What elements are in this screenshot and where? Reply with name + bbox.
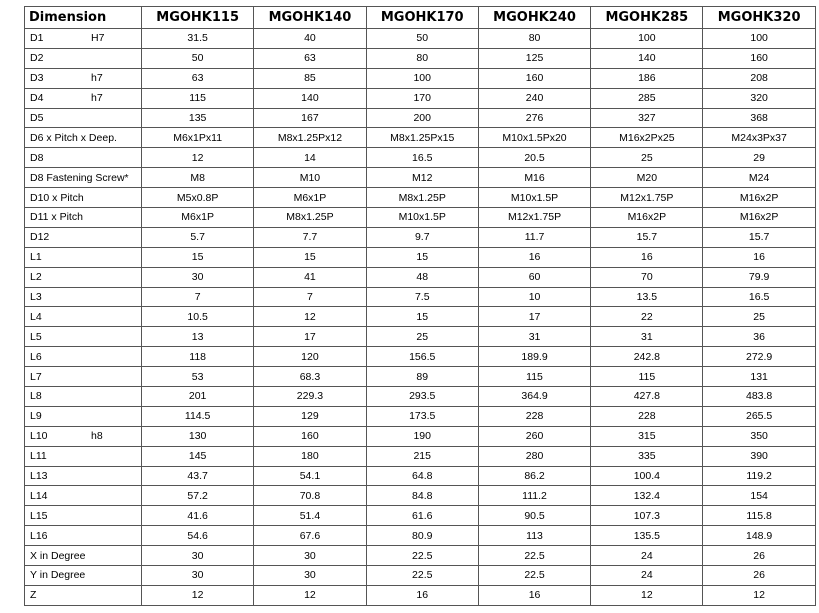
dimension-cell (25, 406, 142, 426)
value-cell: 215 (366, 446, 478, 466)
value-cell: 30 (142, 546, 254, 566)
value-cell: 228 (591, 406, 703, 426)
value-cell: 54.1 (254, 466, 366, 486)
value-cell: M10x1.5P (478, 188, 590, 208)
value-cell: 64.8 (366, 466, 478, 486)
tolerance-label: H7 (91, 32, 105, 45)
value-cell: 265.5 (703, 406, 815, 426)
dimension-cell (25, 466, 142, 486)
value-cell: 53 (142, 367, 254, 387)
table-row (25, 307, 816, 327)
table-row (25, 387, 816, 407)
dimension-label: Z (30, 589, 37, 602)
value-cell: 140 (254, 88, 366, 108)
table-row (25, 247, 816, 267)
dimension-label: L16 (30, 529, 48, 542)
value-cell: 13 (142, 327, 254, 347)
value-cell: 24 (591, 566, 703, 586)
header-mgohk285: MGOHK285 (591, 7, 703, 29)
value-cell: 173.5 (366, 406, 478, 426)
table-row (25, 88, 816, 108)
value-cell: 15 (366, 307, 478, 327)
value-cell: 31 (591, 327, 703, 347)
value-cell: M8x1.25P (366, 188, 478, 208)
value-cell: M20 (591, 168, 703, 188)
value-cell: 54.6 (142, 526, 254, 546)
value-cell: 63 (142, 68, 254, 88)
value-cell: M16x2Px25 (591, 128, 703, 148)
dimension-cell (25, 585, 142, 605)
table-row (25, 367, 816, 387)
value-cell: 79.9 (703, 267, 815, 287)
table-row (25, 546, 816, 566)
value-cell: 100 (703, 29, 815, 49)
value-cell: 16 (478, 585, 590, 605)
value-cell: 80 (478, 29, 590, 49)
value-cell: M12x1.75P (591, 188, 703, 208)
value-cell: 50 (142, 48, 254, 68)
value-cell: 30 (142, 267, 254, 287)
value-cell: 16 (703, 247, 815, 267)
value-cell: 115.8 (703, 506, 815, 526)
dimension-label: L8 (30, 390, 42, 403)
value-cell: 57.2 (142, 486, 254, 506)
table-row (25, 267, 816, 287)
dimension-label: L3 (30, 291, 42, 304)
value-cell: 68.3 (254, 367, 366, 387)
value-cell: 242.8 (591, 347, 703, 367)
value-cell: 22.5 (366, 566, 478, 586)
value-cell: 29 (703, 148, 815, 168)
header-row (25, 7, 816, 29)
header-mgohk140: MGOHK140 (254, 7, 366, 29)
value-cell: 186 (591, 68, 703, 88)
value-cell: 10 (478, 287, 590, 307)
value-cell: 156.5 (366, 347, 478, 367)
dimension-label: L10 (30, 430, 48, 443)
header-mgohk240: MGOHK240 (478, 7, 590, 29)
dimension-label: Y in Degree (30, 569, 86, 582)
value-cell: 160 (478, 68, 590, 88)
value-cell: 63 (254, 48, 366, 68)
value-cell: M12x1.75P (478, 208, 590, 228)
value-cell: 14 (254, 148, 366, 168)
dimension-cell (25, 446, 142, 466)
value-cell: 15.7 (591, 227, 703, 247)
value-cell: 115 (478, 367, 590, 387)
table-row (25, 287, 816, 307)
dimension-cell (25, 506, 142, 526)
table-row (25, 227, 816, 247)
table-row (25, 29, 816, 49)
value-cell: 7 (254, 287, 366, 307)
value-cell: M10 (254, 168, 366, 188)
value-cell: M10x1.5P (366, 208, 478, 228)
value-cell: 30 (254, 546, 366, 566)
value-cell: 7.5 (366, 287, 478, 307)
value-cell: M16x2P (591, 208, 703, 228)
table-row (25, 208, 816, 228)
value-cell: 170 (366, 88, 478, 108)
value-cell: 22.5 (366, 546, 478, 566)
dimension-table (24, 6, 816, 606)
value-cell: 70 (591, 267, 703, 287)
dimension-cell (25, 426, 142, 446)
value-cell: 20.5 (478, 148, 590, 168)
value-cell: 85 (254, 68, 366, 88)
value-cell: 86.2 (478, 466, 590, 486)
value-cell: 15.7 (703, 227, 815, 247)
dimension-cell (25, 168, 142, 188)
value-cell: 364.9 (478, 387, 590, 407)
value-cell: 190 (366, 426, 478, 446)
value-cell: 12 (703, 585, 815, 605)
value-cell: 427.8 (591, 387, 703, 407)
dimension-cell (25, 108, 142, 128)
value-cell: M12 (366, 168, 478, 188)
value-cell: M6x1P (254, 188, 366, 208)
value-cell: 200 (366, 108, 478, 128)
value-cell: 154 (703, 486, 815, 506)
value-cell: 50 (366, 29, 478, 49)
value-cell: 67.6 (254, 526, 366, 546)
value-cell: 208 (703, 68, 815, 88)
dimension-cell (25, 347, 142, 367)
value-cell: 12 (254, 307, 366, 327)
value-cell: 125 (478, 48, 590, 68)
value-cell: 17 (478, 307, 590, 327)
value-cell: 350 (703, 426, 815, 446)
dimension-label: D10 x Pitch (30, 191, 84, 204)
value-cell: 25 (703, 307, 815, 327)
dimension-cell (25, 29, 142, 49)
dimension-label: L1 (30, 251, 42, 264)
value-cell: 368 (703, 108, 815, 128)
dimension-label: L14 (30, 489, 48, 502)
table-row (25, 128, 816, 148)
value-cell: 41.6 (142, 506, 254, 526)
value-cell: 89 (366, 367, 478, 387)
value-cell: 100 (591, 29, 703, 49)
value-cell: 293.5 (366, 387, 478, 407)
value-cell: 61.6 (366, 506, 478, 526)
value-cell: 15 (366, 247, 478, 267)
value-cell: 160 (254, 426, 366, 446)
value-cell: 30 (254, 566, 366, 586)
value-cell: 135 (142, 108, 254, 128)
value-cell: 16.5 (366, 148, 478, 168)
value-cell: 327 (591, 108, 703, 128)
value-cell: 315 (591, 426, 703, 446)
value-cell: 40 (254, 29, 366, 49)
value-cell: M5x0.8P (142, 188, 254, 208)
header-mgohk320: MGOHK320 (703, 7, 815, 29)
dimension-label: L9 (30, 410, 42, 423)
dimension-cell (25, 208, 142, 228)
value-cell: 229.3 (254, 387, 366, 407)
dimension-label: D3 (30, 72, 44, 85)
dimension-label: L4 (30, 310, 42, 323)
value-cell: M16 (478, 168, 590, 188)
value-cell: 120 (254, 347, 366, 367)
value-cell: 22.5 (478, 566, 590, 586)
dimension-label: D11 x Pitch (30, 211, 83, 224)
dimension-label: D12 (30, 231, 50, 244)
dimension-cell (25, 267, 142, 287)
value-cell: 132.4 (591, 486, 703, 506)
dimension-cell (25, 88, 142, 108)
dimension-cell (25, 307, 142, 327)
dimension-label: D2 (30, 52, 44, 65)
value-cell: 25 (591, 148, 703, 168)
value-cell: 130 (142, 426, 254, 446)
value-cell: 80 (366, 48, 478, 68)
value-cell: 15 (254, 247, 366, 267)
table-row (25, 426, 816, 446)
value-cell: M6x1Px11 (142, 128, 254, 148)
value-cell: 12 (591, 585, 703, 605)
value-cell: 129 (254, 406, 366, 426)
dimension-cell (25, 227, 142, 247)
dimension-label: L5 (30, 330, 42, 343)
dimension-cell (25, 48, 142, 68)
table-row (25, 188, 816, 208)
value-cell: 228 (478, 406, 590, 426)
dimension-cell (25, 566, 142, 586)
value-cell: 390 (703, 446, 815, 466)
value-cell: 11.7 (478, 227, 590, 247)
value-cell: 48 (366, 267, 478, 287)
table-row (25, 327, 816, 347)
value-cell: M24x3Px37 (703, 128, 815, 148)
value-cell: 100 (366, 68, 478, 88)
value-cell: 180 (254, 446, 366, 466)
value-cell: 16.5 (703, 287, 815, 307)
value-cell: M6x1P (142, 208, 254, 228)
value-cell: 280 (478, 446, 590, 466)
table-row (25, 168, 816, 188)
value-cell: 30 (142, 566, 254, 586)
value-cell: 51.4 (254, 506, 366, 526)
value-cell: 115 (142, 88, 254, 108)
dimension-cell (25, 367, 142, 387)
dimension-cell (25, 387, 142, 407)
dimension-cell (25, 486, 142, 506)
table-row (25, 347, 816, 367)
value-cell: 140 (591, 48, 703, 68)
dimension-label: L11 (30, 450, 47, 463)
dimension-label: L7 (30, 370, 42, 383)
value-cell: 15 (142, 247, 254, 267)
value-cell: 148.9 (703, 526, 815, 546)
value-cell: M16x2P (703, 208, 815, 228)
dimension-cell (25, 188, 142, 208)
table-row (25, 486, 816, 506)
dimension-label: X in Degree (30, 549, 86, 562)
value-cell: 25 (366, 327, 478, 347)
header-dimension: Dimension (25, 7, 142, 29)
value-cell: 31.5 (142, 29, 254, 49)
dimension-label: L2 (30, 271, 42, 284)
tolerance-label: h8 (91, 430, 103, 443)
value-cell: 84.8 (366, 486, 478, 506)
value-cell: 24 (591, 546, 703, 566)
table-row (25, 566, 816, 586)
value-cell: 160 (703, 48, 815, 68)
value-cell: 90.5 (478, 506, 590, 526)
dimension-cell (25, 68, 142, 88)
value-cell: 240 (478, 88, 590, 108)
value-cell: 167 (254, 108, 366, 128)
value-cell: 119.2 (703, 466, 815, 486)
value-cell: 320 (703, 88, 815, 108)
dimension-cell (25, 327, 142, 347)
table-row (25, 446, 816, 466)
value-cell: 100.4 (591, 466, 703, 486)
table-row (25, 526, 816, 546)
table-row (25, 48, 816, 68)
value-cell: 111.2 (478, 486, 590, 506)
value-cell: M8 (142, 168, 254, 188)
value-cell: 201 (142, 387, 254, 407)
dimension-label: L15 (30, 509, 48, 522)
value-cell: 335 (591, 446, 703, 466)
value-cell: M24 (703, 168, 815, 188)
dimension-label: D6 x Pitch x Deep. (30, 131, 117, 144)
value-cell: 13.5 (591, 287, 703, 307)
value-cell: 31 (478, 327, 590, 347)
dimension-label: L6 (30, 350, 42, 363)
value-cell: 7.7 (254, 227, 366, 247)
dimension-label: D8 (30, 151, 44, 164)
value-cell: M8x1.25P (254, 208, 366, 228)
table-row (25, 506, 816, 526)
table-row (25, 68, 816, 88)
value-cell: 17 (254, 327, 366, 347)
value-cell: 9.7 (366, 227, 478, 247)
value-cell: 131 (703, 367, 815, 387)
dimension-cell (25, 247, 142, 267)
dimension-cell (25, 287, 142, 307)
value-cell: 12 (142, 585, 254, 605)
value-cell: 113 (478, 526, 590, 546)
value-cell: 10.5 (142, 307, 254, 327)
value-cell: 41 (254, 267, 366, 287)
value-cell: 107.3 (591, 506, 703, 526)
value-cell: 43.7 (142, 466, 254, 486)
dimension-label: D5 (30, 112, 44, 124)
value-cell: 118 (142, 347, 254, 367)
value-cell: 36 (703, 327, 815, 347)
value-cell: M8x1.25Px15 (366, 128, 478, 148)
table-body (25, 29, 816, 606)
value-cell: 260 (478, 426, 590, 446)
value-cell: 145 (142, 446, 254, 466)
value-cell: 16 (478, 247, 590, 267)
value-cell: 26 (703, 566, 815, 586)
value-cell: 276 (478, 108, 590, 128)
dimension-cell (25, 546, 142, 566)
value-cell: 16 (591, 247, 703, 267)
dimension-label: L13 (30, 470, 48, 483)
value-cell: 60 (478, 267, 590, 287)
value-cell: M16x2P (703, 188, 815, 208)
table-row (25, 466, 816, 486)
dimension-label: D1 (30, 32, 44, 45)
table-row (25, 406, 816, 426)
value-cell: 483.8 (703, 387, 815, 407)
value-cell: 115 (591, 367, 703, 387)
dimension-label: D8 Fastening Screw* (30, 171, 129, 184)
table-row (25, 148, 816, 168)
value-cell: 5.7 (142, 227, 254, 247)
header-mgohk170: MGOHK170 (366, 7, 478, 29)
dimension-label: D4 (30, 92, 44, 105)
header-mgohk115: MGOHK115 (142, 7, 254, 29)
table-row (25, 108, 816, 128)
value-cell: 22.5 (478, 546, 590, 566)
value-cell: 189.9 (478, 347, 590, 367)
value-cell: M8x1.25Px12 (254, 128, 366, 148)
value-cell: 12 (254, 585, 366, 605)
value-cell: 272.9 (703, 347, 815, 367)
value-cell: 70.8 (254, 486, 366, 506)
tolerance-label: h7 (91, 72, 103, 85)
table-row (25, 585, 816, 605)
value-cell: 135.5 (591, 526, 703, 546)
value-cell: 80.9 (366, 526, 478, 546)
value-cell: 114.5 (142, 406, 254, 426)
value-cell: 7 (142, 287, 254, 307)
value-cell: 285 (591, 88, 703, 108)
tolerance-label: h7 (91, 92, 103, 105)
dimension-cell (25, 526, 142, 546)
value-cell: 16 (366, 585, 478, 605)
value-cell: M10x1.5Px20 (478, 128, 590, 148)
value-cell: 26 (703, 546, 815, 566)
dimension-cell (25, 148, 142, 168)
value-cell: 12 (142, 148, 254, 168)
dimension-cell (25, 128, 142, 148)
value-cell: 22 (591, 307, 703, 327)
